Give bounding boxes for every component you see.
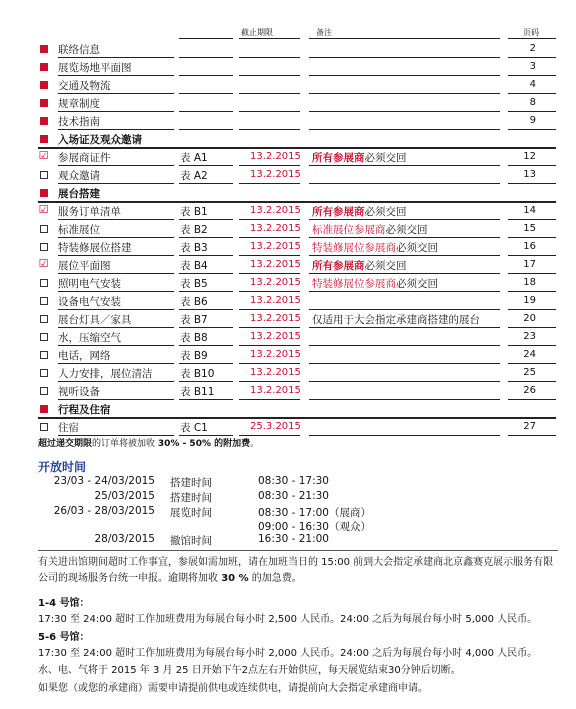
row-underline xyxy=(58,93,174,94)
form-code: 表 B7 xyxy=(180,314,208,326)
hall-1-4-heading: 1-4 号馆： xyxy=(38,598,90,609)
checkbox[interactable] xyxy=(40,243,48,251)
row-underline xyxy=(309,327,500,328)
row-label: 展览场地平面图 xyxy=(58,62,132,74)
row-label: 入场证及观众邀请 xyxy=(58,134,142,146)
header-underline xyxy=(309,38,500,39)
row-underline xyxy=(179,345,233,346)
row-underline xyxy=(179,219,233,220)
row-underline xyxy=(58,183,174,184)
row-label: 展台灯具／家具 xyxy=(58,314,132,326)
row-underline xyxy=(508,435,556,436)
row-underline xyxy=(179,363,233,364)
form-code: 表 B2 xyxy=(180,224,208,236)
page-number: 13 xyxy=(523,169,536,180)
row-underline xyxy=(58,327,174,328)
row-underline xyxy=(239,93,300,94)
page-number: 23 xyxy=(523,331,536,342)
row-label: 标准展位 xyxy=(58,224,100,236)
row-underline xyxy=(239,381,300,382)
row-label: 展位平面图 xyxy=(58,260,111,272)
row-underline xyxy=(508,345,556,346)
row-underline xyxy=(58,273,174,274)
schedule-time: 08:30 - 17:00（展商） xyxy=(258,507,371,519)
row-label: 特装修展位搭建 xyxy=(58,242,132,254)
schedule-time: 09:00 - 16:30（观众） xyxy=(258,521,371,533)
row-label: 服务订单清单 xyxy=(58,206,121,218)
row-underline xyxy=(508,381,556,382)
row-underline xyxy=(239,129,300,130)
row-label: 照明电气安装 xyxy=(58,278,121,290)
schedule-time: 08:30 - 17:30 xyxy=(258,475,329,487)
overtime-intro: 有关进出馆期间超时工作事宜，参展如需加班，请在加班当日的 15:00 前到大会指定承建商北京鑫赛克展示服务有限公司的现场服务台统一申报。逾期将加收 30 % 的加急费。 xyxy=(38,557,554,584)
red-square-bullet-icon xyxy=(40,63,48,71)
checkbox[interactable] xyxy=(40,351,48,359)
remark: 特装修展位参展商必须交回 xyxy=(312,278,438,290)
row-underline xyxy=(309,75,500,76)
row-underline xyxy=(58,129,174,130)
row-underline xyxy=(309,345,500,346)
row-underline xyxy=(239,309,300,310)
row-underline xyxy=(179,165,233,166)
row-underline xyxy=(508,183,556,184)
schedule-date: 26/03 - 28/03/2015 xyxy=(53,505,155,517)
red-square-bullet-icon xyxy=(40,189,48,197)
row-underline xyxy=(309,237,500,238)
row-underline xyxy=(179,327,233,328)
header-remarks: 备注 xyxy=(316,28,332,37)
row-underline xyxy=(179,399,233,400)
row-underline xyxy=(239,57,300,58)
page-number: 27 xyxy=(523,421,536,432)
row-underline xyxy=(239,273,300,274)
row-underline xyxy=(58,111,174,112)
row-underline xyxy=(508,75,556,76)
checkbox[interactable] xyxy=(40,279,48,287)
row-underline xyxy=(58,381,174,382)
row-underline xyxy=(309,291,500,292)
row-underline xyxy=(239,363,300,364)
schedule-type: 撤馆时间 xyxy=(170,535,212,547)
form-code: 表 A2 xyxy=(180,170,208,182)
schedule-type: 展览时间 xyxy=(170,507,212,519)
utilities-note: 水、电、气将于 2015 年 3 月 25 日开始下午2点左右开始供应，每天展览结束30分钟后切断。 xyxy=(38,665,461,676)
checkbox[interactable] xyxy=(40,369,48,377)
row-underline xyxy=(508,237,556,238)
deadline-date: 13.2.2015 xyxy=(250,259,301,270)
page-number: 14 xyxy=(523,205,536,216)
row-label: 交通及物流 xyxy=(58,80,111,92)
row-underline xyxy=(309,93,500,94)
remark: 特装修展位参展商必须交回 xyxy=(312,242,438,254)
page-number: 15 xyxy=(523,223,536,234)
remark: 标准展位参展商必须交回 xyxy=(312,224,428,236)
row-underline xyxy=(309,381,500,382)
row-underline xyxy=(239,75,300,76)
form-code: 表 B9 xyxy=(180,350,208,362)
deadline-date: 13.2.2015 xyxy=(250,331,301,342)
row-underline xyxy=(309,219,500,220)
row-label: 水，压缩空气 xyxy=(58,332,121,344)
checkbox[interactable] xyxy=(40,297,48,305)
page-number: 17 xyxy=(523,259,536,270)
row-underline xyxy=(179,93,233,94)
deadline-date: 13.2.2015 xyxy=(250,349,301,360)
deadline-date: 13.2.2015 xyxy=(250,223,301,234)
row-underline xyxy=(508,309,556,310)
deadline-date: 13.2.2015 xyxy=(250,151,301,162)
schedule-time: 08:30 - 21:30 xyxy=(258,490,329,502)
early-power-note: 如果您（或您的承建商）需要申请提前供电或连续供电，请提前向大会指定承建商申请。 xyxy=(38,683,428,694)
checkbox[interactable] xyxy=(40,171,48,179)
checked-box-icon[interactable]: ☑ xyxy=(38,149,49,162)
schedule-time: 16:30 - 21:00 xyxy=(258,533,329,545)
row-label: 人力安排，展位清洁 xyxy=(58,368,153,380)
row-label: 规章制度 xyxy=(58,98,100,110)
row-underline xyxy=(508,129,556,130)
red-square-bullet-icon xyxy=(40,45,48,53)
row-underline xyxy=(508,111,556,112)
row-underline xyxy=(309,165,500,166)
remark: 所有参展商必须交回 xyxy=(312,152,407,164)
row-underline xyxy=(58,345,174,346)
row-underline xyxy=(58,219,174,220)
header-underline xyxy=(179,38,233,39)
row-underline xyxy=(179,183,233,184)
row-underline xyxy=(508,273,556,274)
hall-1-4-fees: 17:30 至 24:00 超时工作加班费用为每展台每小时 2,500 人民币。24:00 之后为每展台每小时 5,000 人民币。 xyxy=(38,614,538,625)
row-underline xyxy=(179,75,233,76)
form-code: 表 A1 xyxy=(180,152,208,164)
page-number: 4 xyxy=(529,79,536,90)
remark: 仅适用于大会指定承建商搭建的展台 xyxy=(312,314,480,326)
checkbox[interactable] xyxy=(40,333,48,341)
remark: 所有参展商必须交回 xyxy=(312,260,407,272)
row-underline xyxy=(239,237,300,238)
row-underline xyxy=(239,327,300,328)
row-underline xyxy=(508,93,556,94)
deadline-date: 25.3.2015 xyxy=(250,421,301,432)
page-number: 20 xyxy=(523,313,536,324)
row-label: 住宿 xyxy=(58,422,79,434)
divider xyxy=(38,550,558,551)
deadline-date: 13.2.2015 xyxy=(250,295,301,306)
row-underline xyxy=(309,57,500,58)
page-number: 2 xyxy=(529,43,536,54)
schedule-date: 23/03 - 24/03/2015 xyxy=(53,475,155,487)
deadline-date: 13.2.2015 xyxy=(250,277,301,288)
checkbox[interactable] xyxy=(40,225,48,233)
form-code: 表 B1 xyxy=(180,206,208,218)
row-underline xyxy=(508,327,556,328)
row-underline xyxy=(179,381,233,382)
row-underline xyxy=(239,345,300,346)
deadline-date: 13.2.2015 xyxy=(250,205,301,216)
page-number: 24 xyxy=(523,349,536,360)
row-label: 参展商证件 xyxy=(58,152,111,164)
row-underline xyxy=(309,273,500,274)
deadline-date: 13.2.2015 xyxy=(250,385,301,396)
deadline-date: 13.2.2015 xyxy=(250,313,301,324)
row-underline xyxy=(309,129,500,130)
page-number: 25 xyxy=(523,367,536,378)
row-label: 技术指南 xyxy=(58,116,100,128)
form-code: 表 B5 xyxy=(180,278,208,290)
checkbox[interactable] xyxy=(40,423,48,431)
row-underline xyxy=(179,255,233,256)
row-underline xyxy=(309,363,500,364)
row-underline xyxy=(179,273,233,274)
row-underline xyxy=(58,255,174,256)
row-label: 设备电气安装 xyxy=(58,296,121,308)
opening-hours-title: 开放时间 xyxy=(38,460,87,474)
row-underline xyxy=(239,399,300,400)
red-square-bullet-icon xyxy=(40,99,48,107)
checked-box-icon[interactable]: ☑ xyxy=(38,203,49,216)
row-underline xyxy=(309,309,500,310)
page-number: 8 xyxy=(529,97,536,108)
row-underline xyxy=(58,399,174,400)
form-code: 表 B11 xyxy=(180,386,215,398)
row-underline xyxy=(58,363,174,364)
page-number: 3 xyxy=(529,61,536,72)
row-underline xyxy=(58,165,174,166)
hall-5-6-fees: 17:30 至 24:00 超时工作加班费用为每展台每小时 2,000 人民币。24:00 之后为每展台每小时 4,000 人民币。 xyxy=(38,648,538,659)
row-label: 视听设备 xyxy=(58,386,100,398)
form-code: 表 B4 xyxy=(180,260,208,272)
row-underline xyxy=(239,255,300,256)
row-underline xyxy=(508,165,556,166)
row-underline xyxy=(239,183,300,184)
row-underline xyxy=(58,237,174,238)
page-number: 9 xyxy=(529,115,536,126)
form-code: 表 B6 xyxy=(180,296,208,308)
red-square-bullet-icon xyxy=(40,117,48,125)
row-underline xyxy=(239,219,300,220)
header-deadline: 截止期限 xyxy=(241,28,273,37)
row-underline xyxy=(309,255,500,256)
checkbox[interactable] xyxy=(40,387,48,395)
row-underline xyxy=(239,291,300,292)
checked-box-icon[interactable]: ☑ xyxy=(38,257,49,270)
row-underline xyxy=(58,57,174,58)
row-underline xyxy=(508,399,556,400)
form-code: 表 C1 xyxy=(180,422,208,434)
red-square-bullet-icon xyxy=(40,135,48,143)
form-code: 表 B3 xyxy=(180,242,208,254)
row-underline xyxy=(508,57,556,58)
deadline-date: 13.2.2015 xyxy=(250,367,301,378)
schedule-date: 28/03/2015 xyxy=(94,533,155,545)
red-square-bullet-icon xyxy=(40,81,48,89)
page-number: 19 xyxy=(523,295,536,306)
header-page: 页码 xyxy=(523,28,539,37)
row-underline xyxy=(508,255,556,256)
checkbox[interactable] xyxy=(40,315,48,323)
row-underline xyxy=(179,237,233,238)
hall-5-6-heading: 5-6 号馆： xyxy=(38,632,90,643)
row-underline xyxy=(239,165,300,166)
form-code: 表 B8 xyxy=(180,332,208,344)
row-underline xyxy=(179,291,233,292)
row-underline xyxy=(179,111,233,112)
row-underline xyxy=(309,111,500,112)
row-underline xyxy=(309,399,500,400)
row-underline xyxy=(239,111,300,112)
red-square-bullet-icon xyxy=(40,405,48,413)
row-underline xyxy=(508,291,556,292)
row-underline xyxy=(58,309,174,310)
deadline-date: 13.2.2015 xyxy=(250,169,301,180)
header-underline xyxy=(239,38,300,39)
schedule-type: 搭建时间 xyxy=(170,492,212,504)
form-code: 表 B10 xyxy=(180,368,215,380)
row-underline xyxy=(179,129,233,130)
remark: 所有参展商必须交回 xyxy=(312,206,407,218)
row-underline xyxy=(179,309,233,310)
row-label: 行程及住宿 xyxy=(58,404,111,416)
header-underline xyxy=(508,38,556,39)
row-underline xyxy=(309,435,500,436)
page-number: 26 xyxy=(523,385,536,396)
row-underline xyxy=(508,363,556,364)
row-label: 电话，网络 xyxy=(58,350,111,362)
row-underline xyxy=(309,183,500,184)
page-number: 18 xyxy=(523,277,536,288)
page-number: 16 xyxy=(523,241,536,252)
late-fee-note: 超过递交期限的订单将被加收 30% - 50% 的附加费。 xyxy=(38,439,260,449)
row-underline xyxy=(58,75,174,76)
row-underline xyxy=(58,291,174,292)
row-label: 联络信息 xyxy=(58,44,100,56)
row-underline xyxy=(508,219,556,220)
row-label: 观众邀请 xyxy=(58,170,100,182)
schedule-date: 25/03/2015 xyxy=(94,490,155,502)
row-label: 展台搭建 xyxy=(58,188,100,200)
schedule-type: 搭建时间 xyxy=(170,477,212,489)
deadline-date: 13.2.2015 xyxy=(250,241,301,252)
row-underline xyxy=(179,57,233,58)
page-number: 12 xyxy=(523,151,536,162)
